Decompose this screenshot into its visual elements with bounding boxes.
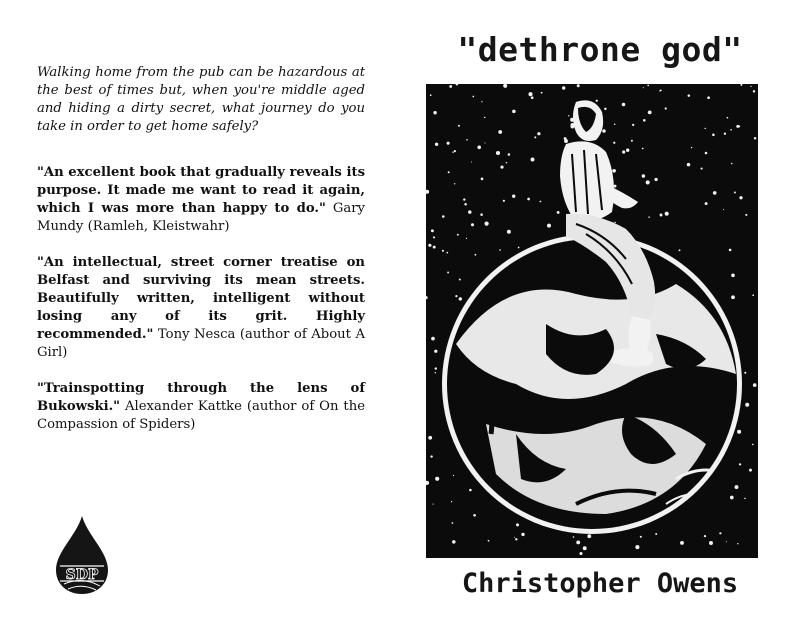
star-speck (564, 137, 567, 140)
star-speck (466, 238, 467, 239)
star-speck (463, 198, 465, 200)
star-speck (614, 124, 616, 126)
star-speck (557, 211, 560, 214)
star-speck (749, 469, 752, 472)
star-speck (731, 295, 735, 299)
star-speck (709, 541, 713, 545)
star-speck (704, 128, 705, 129)
star-speck (481, 101, 482, 102)
star-speck (734, 192, 736, 194)
star-speck (428, 436, 432, 440)
star-speck (471, 223, 474, 226)
star-speck (433, 246, 436, 249)
star-speck (481, 178, 484, 181)
star-speck (528, 92, 532, 96)
star-speck (723, 209, 724, 210)
book-blurb: Walking home from the pub can be hazardous at the best of times but, when you're middle aged and hiding a dirty secret, what journey do you take in order to get home safely? (37, 65, 365, 134)
star-speck (660, 214, 663, 217)
star-speck (648, 110, 652, 114)
star-speck (435, 477, 439, 481)
star-speck (469, 489, 472, 492)
star-speck (713, 191, 717, 195)
star-speck (541, 92, 543, 94)
star-speck (452, 151, 453, 152)
star-speck (449, 85, 452, 88)
star-speck (447, 142, 450, 145)
star-speck (752, 294, 754, 296)
star-speck (431, 229, 434, 232)
cover-art-illustration-icon (426, 84, 758, 558)
star-speck (568, 115, 569, 116)
star-speck (642, 174, 646, 178)
star-speck (527, 198, 530, 201)
star-speck (753, 90, 755, 92)
star-speck (458, 125, 460, 127)
publisher-logo-icon (52, 514, 112, 596)
star-speck (431, 337, 435, 341)
star-speck (496, 151, 500, 155)
star-speck (442, 215, 445, 218)
star-speck (643, 119, 646, 122)
star-speck (484, 117, 486, 119)
star-speck (622, 103, 626, 107)
reviews (37, 164, 365, 452)
star-speck (484, 142, 485, 143)
star-speck (612, 169, 616, 173)
star-speck (464, 203, 467, 206)
star-speck (547, 224, 551, 228)
star-speck (688, 94, 691, 97)
review (37, 380, 365, 434)
review-quote: "Trainspotting through the lens of Bukowski." (37, 381, 365, 414)
star-speck (614, 185, 617, 188)
star-speck (488, 540, 490, 542)
star-speck (739, 196, 742, 199)
star-speck (451, 501, 452, 502)
star-speck (679, 249, 681, 251)
star-speck (446, 252, 448, 254)
review-attribution: Alexander Kattke (author of On the Compassion of Spiders) (37, 399, 365, 432)
star-speck (430, 94, 432, 96)
star-speck (531, 158, 535, 162)
star-speck (680, 541, 684, 545)
star-speck (457, 234, 459, 236)
star-speck (498, 130, 502, 134)
star-speck (471, 162, 472, 163)
star-speck (459, 279, 461, 281)
star-speck (643, 87, 644, 88)
star-speck (739, 463, 741, 465)
star-speck (730, 496, 734, 500)
star-speck (752, 444, 754, 446)
star-speck (704, 535, 706, 537)
star-speck (435, 143, 438, 146)
front-cover (400, 0, 800, 631)
review-quote: "An intellectual, street corner treatise on Belfast and surviving its mean streets. Beautifully written, intelligent without losing any of its grit. Highly recommended." (37, 255, 365, 342)
star-speck (737, 543, 738, 544)
publisher-logo-text: SDP (65, 567, 99, 583)
star-speck (665, 107, 667, 109)
star-speck (730, 129, 732, 131)
star-speck (515, 538, 517, 540)
star-speck (468, 210, 471, 213)
star-speck (705, 152, 708, 155)
star-speck (640, 536, 642, 538)
star-speck (712, 134, 715, 137)
star-speck (642, 148, 644, 150)
star-speck (454, 183, 455, 184)
star-speck (648, 216, 650, 218)
star-speck (454, 150, 456, 152)
star-speck (744, 372, 746, 374)
star-speck (485, 222, 489, 226)
star-speck (503, 200, 505, 202)
star-speck (744, 498, 746, 500)
star-speck (475, 254, 477, 256)
star-speck (459, 297, 462, 300)
star-speck (514, 537, 515, 538)
review (37, 164, 365, 236)
star-speck (727, 117, 729, 119)
star-speck (596, 100, 598, 102)
star-speck (654, 178, 657, 181)
star-speck (562, 86, 565, 89)
star-speck (726, 541, 727, 542)
review-quote: "An excellent book that gradually reveals its purpose. It made me want to read it again, which I was more than happy to do." (37, 165, 365, 216)
star-speck (729, 249, 732, 252)
review-attribution: Tony Nesca (author of About A Girl) (37, 327, 365, 360)
star-speck (724, 133, 726, 135)
star-speck (655, 533, 657, 535)
moon-globe (442, 234, 742, 534)
review (37, 254, 365, 362)
star-speck (604, 108, 606, 110)
star-speck (518, 247, 520, 249)
star-speck (512, 195, 515, 198)
star-speck (719, 532, 721, 534)
star-speck (576, 540, 580, 544)
star-speck (448, 171, 450, 173)
star-speck (745, 403, 749, 407)
star-speck (506, 162, 507, 163)
star-speck (435, 367, 437, 369)
star-speck (731, 163, 733, 165)
star-speck (745, 214, 747, 216)
star-speck (583, 546, 587, 550)
star-speck (442, 250, 444, 252)
star-speck (516, 523, 519, 526)
star-speck (452, 522, 454, 524)
star-speck (665, 212, 669, 216)
star-speck (428, 244, 431, 247)
star-speck (579, 552, 582, 555)
star-speck (500, 166, 503, 169)
star-speck (631, 140, 633, 142)
star-speck (632, 124, 634, 126)
star-speck (577, 84, 580, 87)
star-speck (434, 350, 437, 353)
star-speck (466, 139, 468, 141)
review-attribution: Gary Mundy (Ramleh, Kleistwahr) (37, 201, 365, 234)
star-speck (737, 430, 741, 434)
star-speck (736, 125, 739, 128)
author-name: Christopher Owens (461, 568, 739, 599)
star-speck (687, 163, 691, 167)
star-speck (626, 149, 629, 152)
star-speck (453, 475, 454, 476)
star-speck (750, 86, 751, 87)
star-speck (731, 273, 735, 277)
star-speck (477, 145, 481, 149)
star-speck (430, 455, 432, 457)
star-speck (691, 147, 692, 148)
star-speck (602, 129, 606, 133)
star-speck (659, 90, 660, 91)
star-speck (499, 249, 501, 251)
book-title: "dethrone god" (457, 30, 743, 69)
star-speck (635, 545, 639, 549)
star-speck (646, 180, 650, 184)
star-speck (587, 534, 591, 538)
star-speck (433, 236, 435, 238)
star-speck (508, 153, 511, 156)
star-speck (753, 383, 757, 387)
star-speck (537, 132, 540, 135)
star-speck (735, 485, 739, 489)
star-speck (754, 137, 757, 140)
star-speck (472, 96, 474, 98)
star-speck (647, 85, 649, 87)
star-speck (433, 504, 434, 505)
star-speck (480, 213, 483, 216)
star-speck (531, 96, 534, 99)
star-speck (512, 110, 516, 114)
star-speck (452, 540, 456, 544)
star-speck (613, 142, 615, 144)
star-speck (521, 533, 524, 536)
star-speck (540, 201, 542, 203)
star-speck (707, 96, 710, 99)
star-speck (447, 272, 449, 274)
star-speck (435, 372, 436, 373)
star-speck (507, 230, 511, 234)
star-speck (705, 202, 708, 205)
star-speck (473, 514, 476, 517)
star-speck (534, 136, 536, 138)
star-speck (455, 295, 457, 297)
star-speck (573, 536, 575, 538)
star-speck (622, 150, 625, 153)
star-speck (701, 168, 703, 170)
star-speck (433, 111, 436, 114)
star-speck (614, 222, 616, 224)
